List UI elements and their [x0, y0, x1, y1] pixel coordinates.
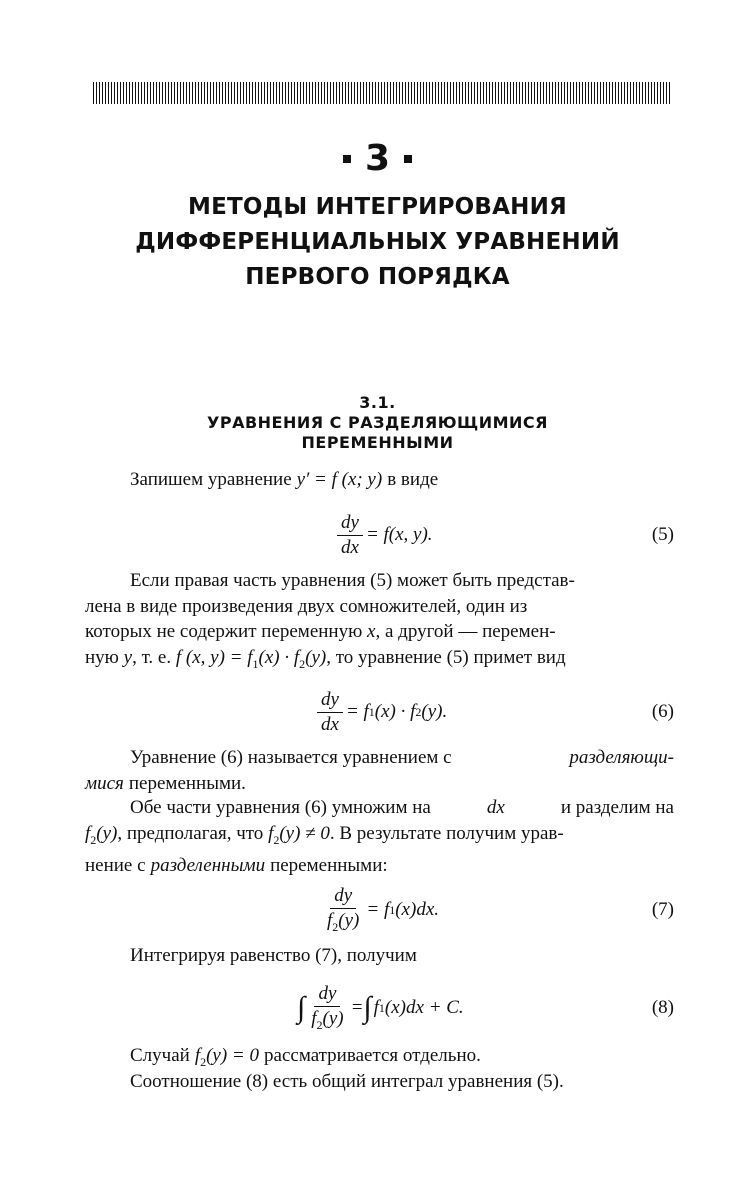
section-number: 3.1. [359, 393, 396, 412]
equation-5: $\frac{dy}{dx}$ = f(x, y). (5) [85, 505, 674, 565]
square-bullet-icon [343, 155, 351, 163]
paragraph-5: Интегрируя равенство (7), получим [130, 945, 417, 966]
chapter-number: 3 [0, 138, 755, 179]
section-title-line: УРАВНЕНИЯ С РАЗДЕЛЯЮЩИМИСЯ [207, 413, 548, 432]
section-title-line: ПЕРЕМЕННЫМИ [301, 433, 454, 452]
equation-number: (5) [651, 524, 674, 545]
paragraph-2: Если правая часть уравнения (5) может быть представ- лена в виде произведения двух сомножителей, один из которых не содержит переменную x, а другой — перемен- ную y, т. е. f (x, $y) = f_1(x) \cdot f_2(y)$, то уравнение (5) примет вид [85, 570, 575, 671]
chapter-title [0, 190, 755, 295]
paragraph-intro: Запишем уравнение y′ = f (x; y) в виде [130, 469, 439, 490]
equation-7: $\frac{dy}{f_2(y)}$ = f 1 (x)dx. (7) [85, 880, 674, 940]
chapter-header-rule [93, 82, 672, 104]
chapter-title-line: ДИФФЕРЕНЦИАЛЬНЫХ УРАВНЕНИЙ [135, 229, 620, 255]
integral-sign-icon: ∫ [297, 991, 306, 1024]
chapter-title-line: МЕТОДЫ ИНТЕГРИРОВАНИЯ [188, 194, 567, 220]
paragraph-7: Соотношение (8) есть общий интеграл уравнения (5). [130, 1071, 564, 1092]
equation-6: $\frac{dy}{dx}$ = f 1 (x) · f 2 (y). (6) [85, 682, 674, 742]
square-bullet-icon [404, 155, 412, 163]
equation-number: (8) [651, 997, 674, 1018]
integral-sign-icon: ∫ [363, 991, 372, 1024]
paragraph-4: Обе части уравнения (6) умножим на dx и разделим на $f_2(y)$, предполагая, что $f_2(y) \ne 0$. В результате получим урав- нение с разделенными переменными: [85, 797, 674, 876]
paragraph-3: Уравнение (6) называется уравнением с разделяющи- мися переменными. [85, 747, 674, 794]
equation-number: (6) [651, 701, 674, 722]
chapter-title-line: ПЕРВОГО ПОРЯДКА [245, 264, 510, 290]
equation-8: ∫ $\frac{dy}{f_2(y)}$ = ∫ f 1 (x)dx + C. (8) [85, 978, 674, 1038]
equation-number: (7) [651, 899, 674, 920]
section-heading [0, 393, 755, 453]
paragraph-6: Случай $f_2(y) = 0$ рассматривается отдельно. [130, 1045, 481, 1069]
